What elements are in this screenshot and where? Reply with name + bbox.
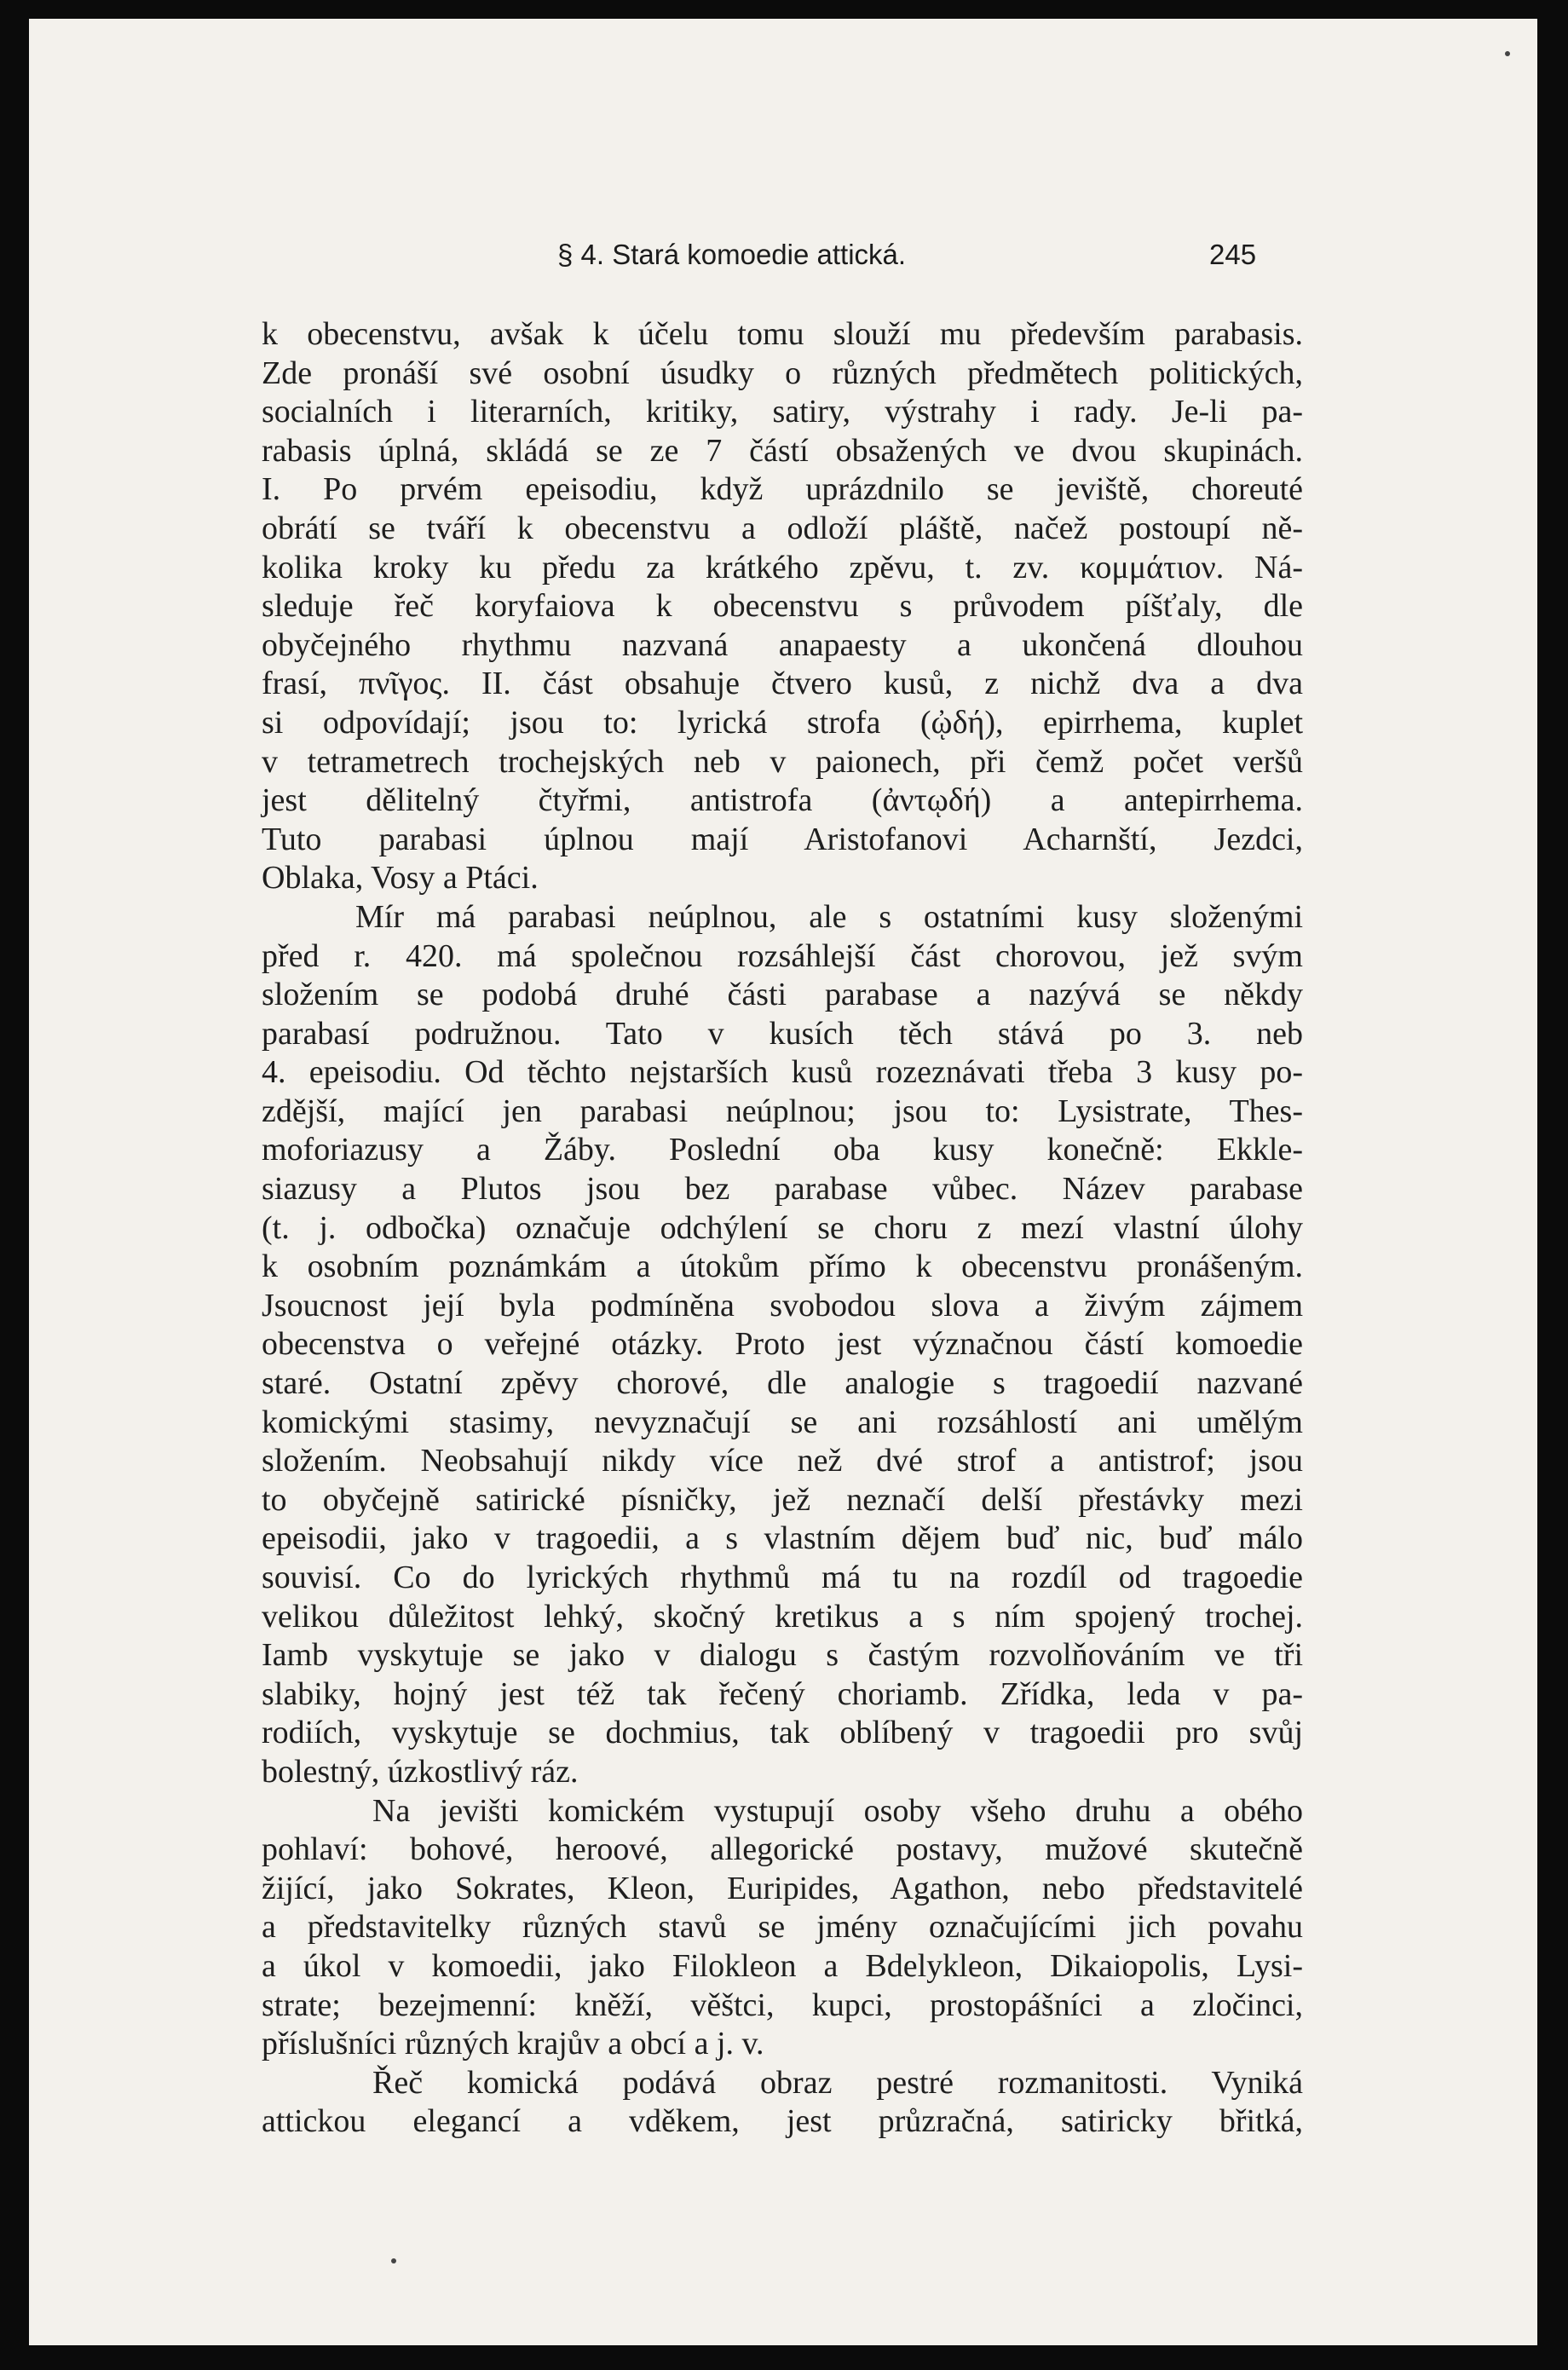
text-line: moforiazusy a Žáby. Poslední oba kusy konečně: Ekkle- [262, 1132, 1303, 1168]
text-line: obyčejného rhythmu nazvaná anapaesty a ukončená dlouhou [262, 626, 1303, 663]
text-line: Na jevišti komickém vystupují osoby všeho druhu a obého [372, 1792, 1303, 1829]
text-line: žijící, jako Sokrates, Kleon, Euripides, Agathon, nebo představitelé [262, 1870, 1303, 1906]
text-line: a úkol v komoedii, jako Filokleon a Bdelykleon, Dikaiopolis, Lysi- [262, 1947, 1303, 1984]
text-line: Tuto parabasi úplnou mají Aristofanovi Acharnští, Jezdci, [262, 821, 1303, 857]
text-line: rabasis úplná, skládá se ze 7 částí obsažených ve dvou skupinách. [262, 432, 1303, 469]
section-title: § 4. Stará komoedie attická. [557, 239, 907, 270]
text-line: k osobním poznámkám a útokům přímo k obecenstvu pronášeným. [262, 1248, 1303, 1285]
running-header [29, 239, 1537, 281]
text-line: Jsoucnost její byla podmíněna svobodou slova a živým zájmem [262, 1287, 1303, 1323]
text-line: staré. Ostatní zpěvy chorové, dle analogie s tragoedií nazvané [262, 1365, 1303, 1402]
text-line: si odpovídají; jsou to: lyrická strofa (ᾠδή), epirrhema, kuplet [262, 704, 1303, 741]
text-line: v tetrametrech trochejských neb v paionech, při čemž počet veršů [262, 743, 1303, 780]
text-line: a představitelky různých stavů se jmény označujícími jich povahu [262, 1909, 1303, 1946]
text-line: obecenstva o veřejné otázky. Proto jest význačnou částí komoedie [262, 1326, 1303, 1363]
text-line: velikou důležitost lehký, skočný kretikus a s ním spojený trochej. [262, 1598, 1303, 1635]
text-line: složením. Neobsahují nikdy více než dvé strof a antistrof; jsou [262, 1443, 1303, 1479]
text-line: siazusy a Plutos jsou bez parabase vůbec. Název parabase [262, 1171, 1303, 1208]
text-line: socialních i literarních, kritiky, satiry, výstrahy i rady. Je-li pa- [262, 394, 1303, 430]
text-line: to obyčejně satirické písničky, jež neznačí delší přestávky mezi [262, 1481, 1303, 1518]
body-text [262, 315, 1303, 2142]
text-line: komickými stasimy, nevyznačují se ani rozsáhlostí ani umělým [262, 1404, 1303, 1440]
print-speck [391, 2258, 396, 2263]
text-line: příslušníci různých krajův a obcí a j. v. [262, 2026, 764, 2062]
print-speck [1505, 51, 1510, 56]
text-line: frasí, πνῖγος. II. část obsahuje čtvero kusů, z nichž dva a dva [262, 666, 1303, 702]
text-line: souvisí. Co do lyrických rhythmů má tu na rozdíl od tragoedie [262, 1560, 1303, 1595]
text-line: k obecenstvu, avšak k účelu tomu slouží mu především parabasis. [262, 316, 1303, 352]
text-line: před r. 420. má společnou rozsáhlejší část chorovou, jež svým [262, 937, 1303, 974]
page-number: 245 [1209, 239, 1257, 270]
text-line: bolestný, úzkostlivý ráz. [262, 1753, 579, 1790]
text-line: Iamb vyskytuje se jako v dialogu s častým rozvolňováním ve tři [262, 1637, 1303, 1674]
text-line: jest dělitelný čtyřmi, antistrofa (ἀντῳδή) a antepirrhema. [262, 782, 1303, 819]
text-line: slabiky, hojný jest též tak řečený choriamb. Zřídka, leda v pa- [262, 1675, 1303, 1712]
text-line: epeisodii, jako v tragoedii, a s vlastním dějem buď nic, buď málo [262, 1520, 1303, 1557]
text-line: (t. j. odbočka) označuje odchýlení se choru z mezí vlastní úlohy [262, 1209, 1303, 1246]
text-line: rodiích, vyskytuje se dochmius, tak oblíbený v tragoedii pro svůj [262, 1715, 1303, 1751]
text-line: Mír má parabasi neúplnou, ale s ostatními kusy složenými [355, 898, 1303, 935]
text-line: Zde pronáší své osobní úsudky o různých předmětech politických, [262, 355, 1303, 391]
text-line: sleduje řeč koryfaiova k obecenstvu s průvodem píšťaly, dle [262, 588, 1303, 625]
book-page [29, 19, 1537, 2345]
text-line: kolika kroky ku předu za krátkého zpěvu, t. zv. κομμάτιον. Ná- [262, 549, 1303, 585]
text-line: I. Po prvém epeisodiu, když uprázdnilo se jeviště, choreuté [262, 471, 1303, 508]
text-line: složením se podobá druhé části parabase a nazývá se někdy [262, 977, 1303, 1013]
text-line: pohlaví: bohové, heroové, allegorické postavy, mužové skutečně [262, 1831, 1303, 1868]
text-line: Oblaka, Vosy a Ptáci. [262, 860, 539, 897]
text-line: zdější, mající jen parabasi neúplnou; jsou to: Lysistrate, Thes- [262, 1093, 1303, 1129]
text-line: attickou elegancí a vděkem, jest průzračná, satiricky břitká, [262, 2103, 1303, 2140]
text-line: strate; bezejmenní: kněží, věštci, kupci, prostopášníci a zločinci, [262, 1987, 1303, 2023]
text-line: 4. epeisodiu. Od těchto nejstarších kusů rozeznávati třeba 3 kusy po- [262, 1054, 1303, 1091]
text-line: obrátí se tváří k obecenstvu a odloží pláště, načež postoupí ně- [262, 510, 1303, 546]
text-line: Řeč komická podává obraz pestré rozmanitosti. Vyniká [372, 2064, 1303, 2101]
text-line: parabasí podružnou. Tato v kusích těch stává po 3. neb [262, 1015, 1303, 1052]
